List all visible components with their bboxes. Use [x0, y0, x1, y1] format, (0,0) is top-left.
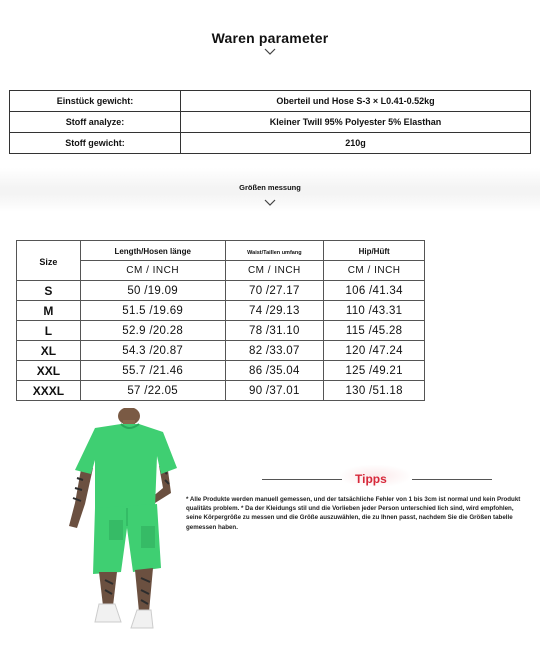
chevron-down-icon — [264, 199, 276, 207]
size-table — [16, 240, 425, 401]
divider — [412, 479, 492, 480]
waist-header: Waist/Taillen umfang — [225, 241, 324, 261]
tips-text: * Alle Produkte werden manuell gemessen, und der tatsächliche Fehler von 1 bis 3cm ist normal und kein Produkt qualitäts problem. * Da der Kleidungs stil und die Vorlieben jeder Person unterschied lich sind, wird empfohlen, seine Körpergröße zu messen und die Größe auszuwählen, die zu Ihnen passt, nachdem Sie die Größen tabelle gemessen haben. — [186, 496, 521, 531]
table-row — [17, 301, 425, 321]
size-label: M — [17, 301, 81, 321]
hip-value: 115 /45.28 — [324, 321, 425, 341]
table-row — [17, 341, 425, 361]
waist-value: 86 /35.04 — [225, 361, 324, 381]
waist-value: 82 /33.07 — [225, 341, 324, 361]
hip-value: 125 /49.21 — [324, 361, 425, 381]
size-table-header — [17, 241, 425, 261]
tips-title: Tipps — [355, 472, 387, 486]
hip-value: 110 /43.31 — [324, 301, 425, 321]
size-header: Size — [17, 241, 81, 281]
size-section-title: Größen messung — [239, 183, 301, 192]
length-value: 55.7 /21.46 — [80, 361, 225, 381]
table-row — [17, 361, 425, 381]
parameter-value: Oberteil und Hose S-3 × L0.41-0.52kg — [181, 91, 531, 112]
parameter-key: Stoff analyze: — [10, 112, 181, 133]
waist-value: 74 /29.13 — [225, 301, 324, 321]
size-label: L — [17, 321, 81, 341]
parameter-key: Stoff gewicht: — [10, 133, 181, 154]
parameter-table — [9, 90, 531, 154]
hip-value: 130 /51.18 — [324, 381, 425, 401]
parameter-row — [10, 112, 531, 133]
size-label: S — [17, 281, 81, 301]
length-header: Length/Hosen länge — [80, 241, 225, 261]
size-label: XXL — [17, 361, 81, 381]
table-row — [17, 321, 425, 341]
parameter-row — [10, 91, 531, 112]
hip-value: 120 /47.24 — [324, 341, 425, 361]
model-photo — [55, 408, 190, 633]
size-label: XL — [17, 341, 81, 361]
parameter-key: Einstück gewicht: — [10, 91, 181, 112]
length-value: 57 /22.05 — [80, 381, 225, 401]
waist-value: 78 /31.10 — [225, 321, 324, 341]
hip-header: Hip/Hüft — [324, 241, 425, 261]
page-title: Waren parameter — [211, 30, 329, 46]
size-label: XXXL — [17, 381, 81, 401]
length-value: 52.9 /20.28 — [80, 321, 225, 341]
unit-label: CM / INCH — [324, 261, 425, 281]
length-value: 50 /19.09 — [80, 281, 225, 301]
parameter-value: 210g — [181, 133, 531, 154]
waist-value: 70 /27.17 — [225, 281, 324, 301]
table-row — [17, 281, 425, 301]
chevron-down-icon — [264, 48, 276, 56]
length-value: 54.3 /20.87 — [80, 341, 225, 361]
waist-value: 90 /37.01 — [225, 381, 324, 401]
table-row — [17, 381, 425, 401]
parameter-row — [10, 133, 531, 154]
unit-label: CM / INCH — [80, 261, 225, 281]
parameter-value: Kleiner Twill 95% Polyester 5% Elasthan — [181, 112, 531, 133]
unit-label: CM / INCH — [225, 261, 324, 281]
divider — [262, 479, 342, 480]
hip-value: 106 /41.34 — [324, 281, 425, 301]
length-value: 51.5 /19.69 — [80, 301, 225, 321]
